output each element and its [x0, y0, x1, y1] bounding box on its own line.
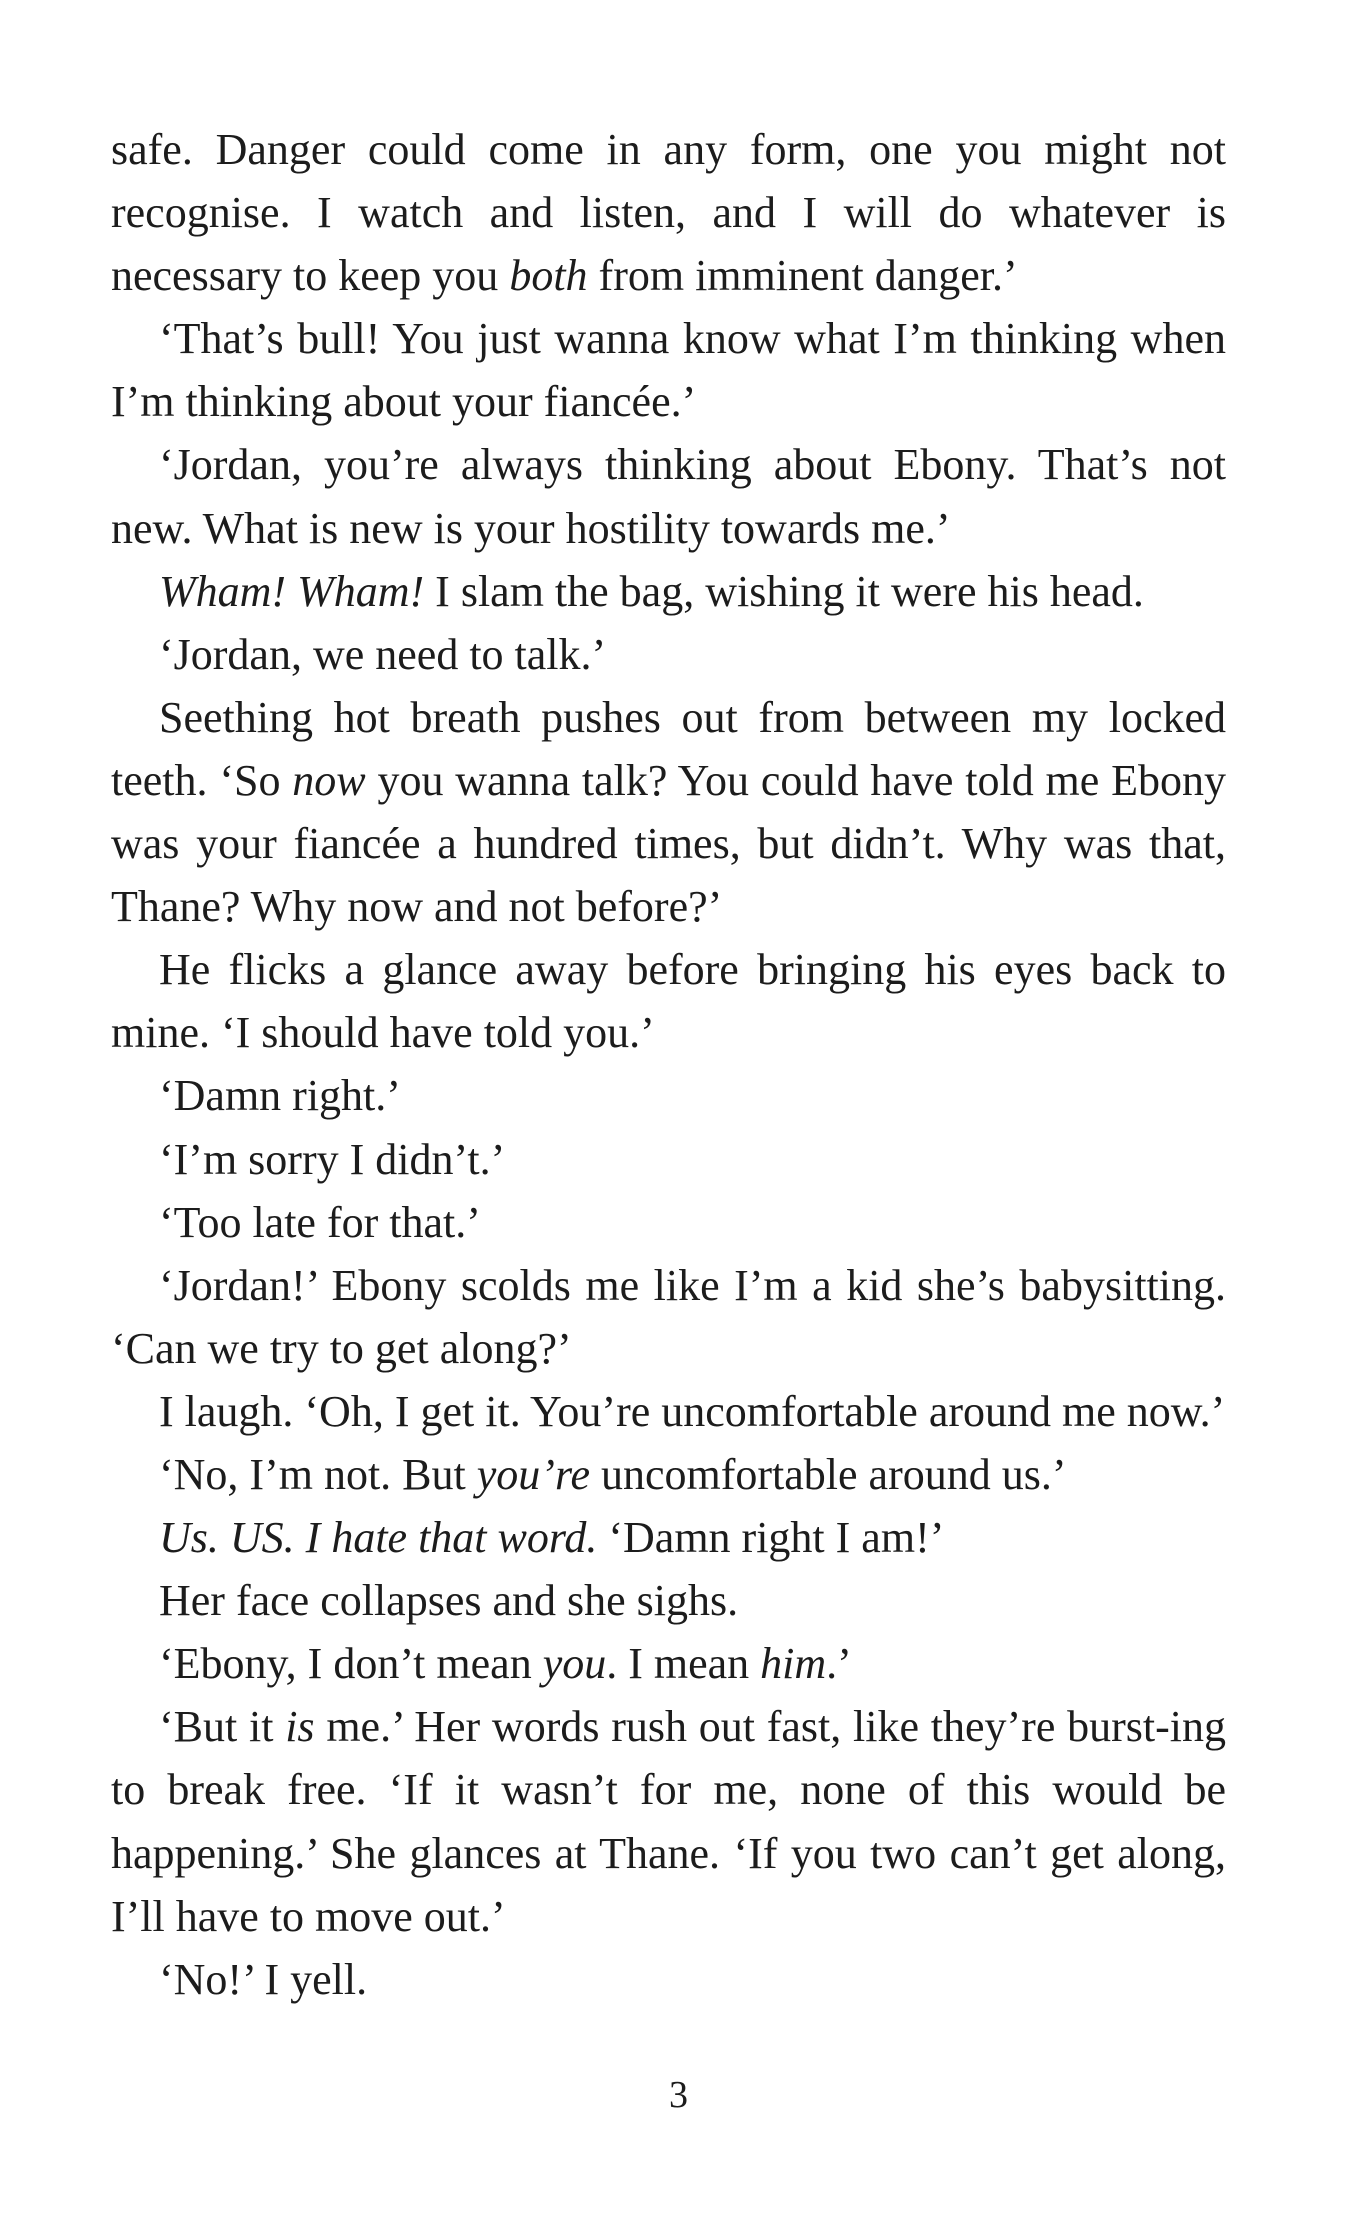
- text-run: I laugh. ‘Oh, I get it. You’re uncomfortable around me now.’: [159, 1386, 1226, 1436]
- paragraph: [111, 1380, 1226, 1443]
- text-run: ‘Too late for that.’: [159, 1197, 481, 1247]
- paragraph: [111, 560, 1226, 623]
- italic-text-run: both: [509, 251, 588, 301]
- text-run: you wanna talk? You could have told me Ebony was your fiancée a hundred times, but didn’t. Why was that, Thane? Why now and not before?’: [111, 755, 1226, 932]
- paragraph: [111, 433, 1226, 559]
- page-number: 3: [669, 2074, 688, 2116]
- text-run: ‘No!’ I yell.: [159, 1954, 368, 2004]
- text-run: ‘Jordan, you’re always thinking about Ebony. That’s not new. What is new is your hostility towards me.’: [111, 440, 1226, 553]
- paragraph: [111, 118, 1226, 307]
- italic-text-run: you’re: [476, 1449, 590, 1499]
- text-run: safe. Danger could come in any form, one you might not recognise. I watch and listen, and I will do whatever is necessary to keep you: [111, 125, 1226, 301]
- italic-text-run: Us. US. I hate that word.: [159, 1513, 598, 1563]
- body-text: [111, 118, 1226, 2011]
- paragraph: [111, 1191, 1226, 1254]
- text-run: Seething hot breath pushes out from between my locked teeth. ‘So: [111, 692, 1226, 805]
- paragraph: [111, 623, 1226, 686]
- text-run: me.’ Her words rush out fast, like they’re burst-ing to break free. ‘If it wasn’t for me, none of this would be happening.’ She glances at Thane. ‘If you two can’t get along, I’ll have to move out.’: [111, 1702, 1226, 1941]
- text-run: ‘Jordan!’ Ebony scolds me like I’m a kid she’s babysitting. ‘Can we try to get along?’: [111, 1260, 1226, 1373]
- text-run: ‘That’s bull! You just wanna know what I’m thinking when I’m thinking about your fiancée.’: [111, 314, 1226, 427]
- paragraph: [111, 1569, 1226, 1632]
- text-run: ‘Ebony, I don’t mean: [159, 1639, 543, 1689]
- paragraph: [111, 1064, 1226, 1127]
- text-run: uncomfortable around us.’: [589, 1449, 1067, 1499]
- text-run: ‘Jordan, we need to talk.’: [159, 629, 607, 679]
- italic-text-run: Wham! Wham!: [159, 566, 425, 616]
- text-run: Her face collapses and she sighs.: [159, 1576, 739, 1626]
- paragraph: [111, 1443, 1226, 1506]
- paragraph: [111, 1506, 1226, 1569]
- text-run: .’: [826, 1639, 852, 1689]
- paragraph: [111, 1632, 1226, 1695]
- italic-text-run: him: [760, 1639, 827, 1689]
- italic-text-run: now: [292, 755, 366, 805]
- paragraph: [111, 307, 1226, 433]
- paragraph: [111, 1254, 1226, 1380]
- paragraph: [111, 686, 1226, 938]
- italic-text-run: you: [542, 1639, 607, 1689]
- paragraph: [111, 1948, 1226, 2011]
- text-run: ‘Damn right I am!’: [597, 1513, 945, 1563]
- paragraph: [111, 1695, 1226, 1947]
- paragraph: [111, 938, 1226, 1064]
- text-run: from imminent danger.’: [587, 251, 1018, 301]
- text-run: ‘I’m sorry I didn’t.’: [159, 1134, 506, 1184]
- text-run: I slam the bag, wishing it were his head.: [424, 566, 1144, 616]
- text-run: He flicks a glance away before bringing his eyes back to mine. ‘I should have told you.’: [111, 945, 1226, 1058]
- italic-text-run: is: [285, 1702, 315, 1752]
- text-run: ‘Damn right.’: [159, 1071, 401, 1121]
- text-run: . I mean: [606, 1639, 761, 1689]
- paragraph: [111, 1128, 1226, 1191]
- text-run: ‘No, I’m not. But: [159, 1449, 477, 1499]
- text-run: ‘But it: [159, 1702, 286, 1752]
